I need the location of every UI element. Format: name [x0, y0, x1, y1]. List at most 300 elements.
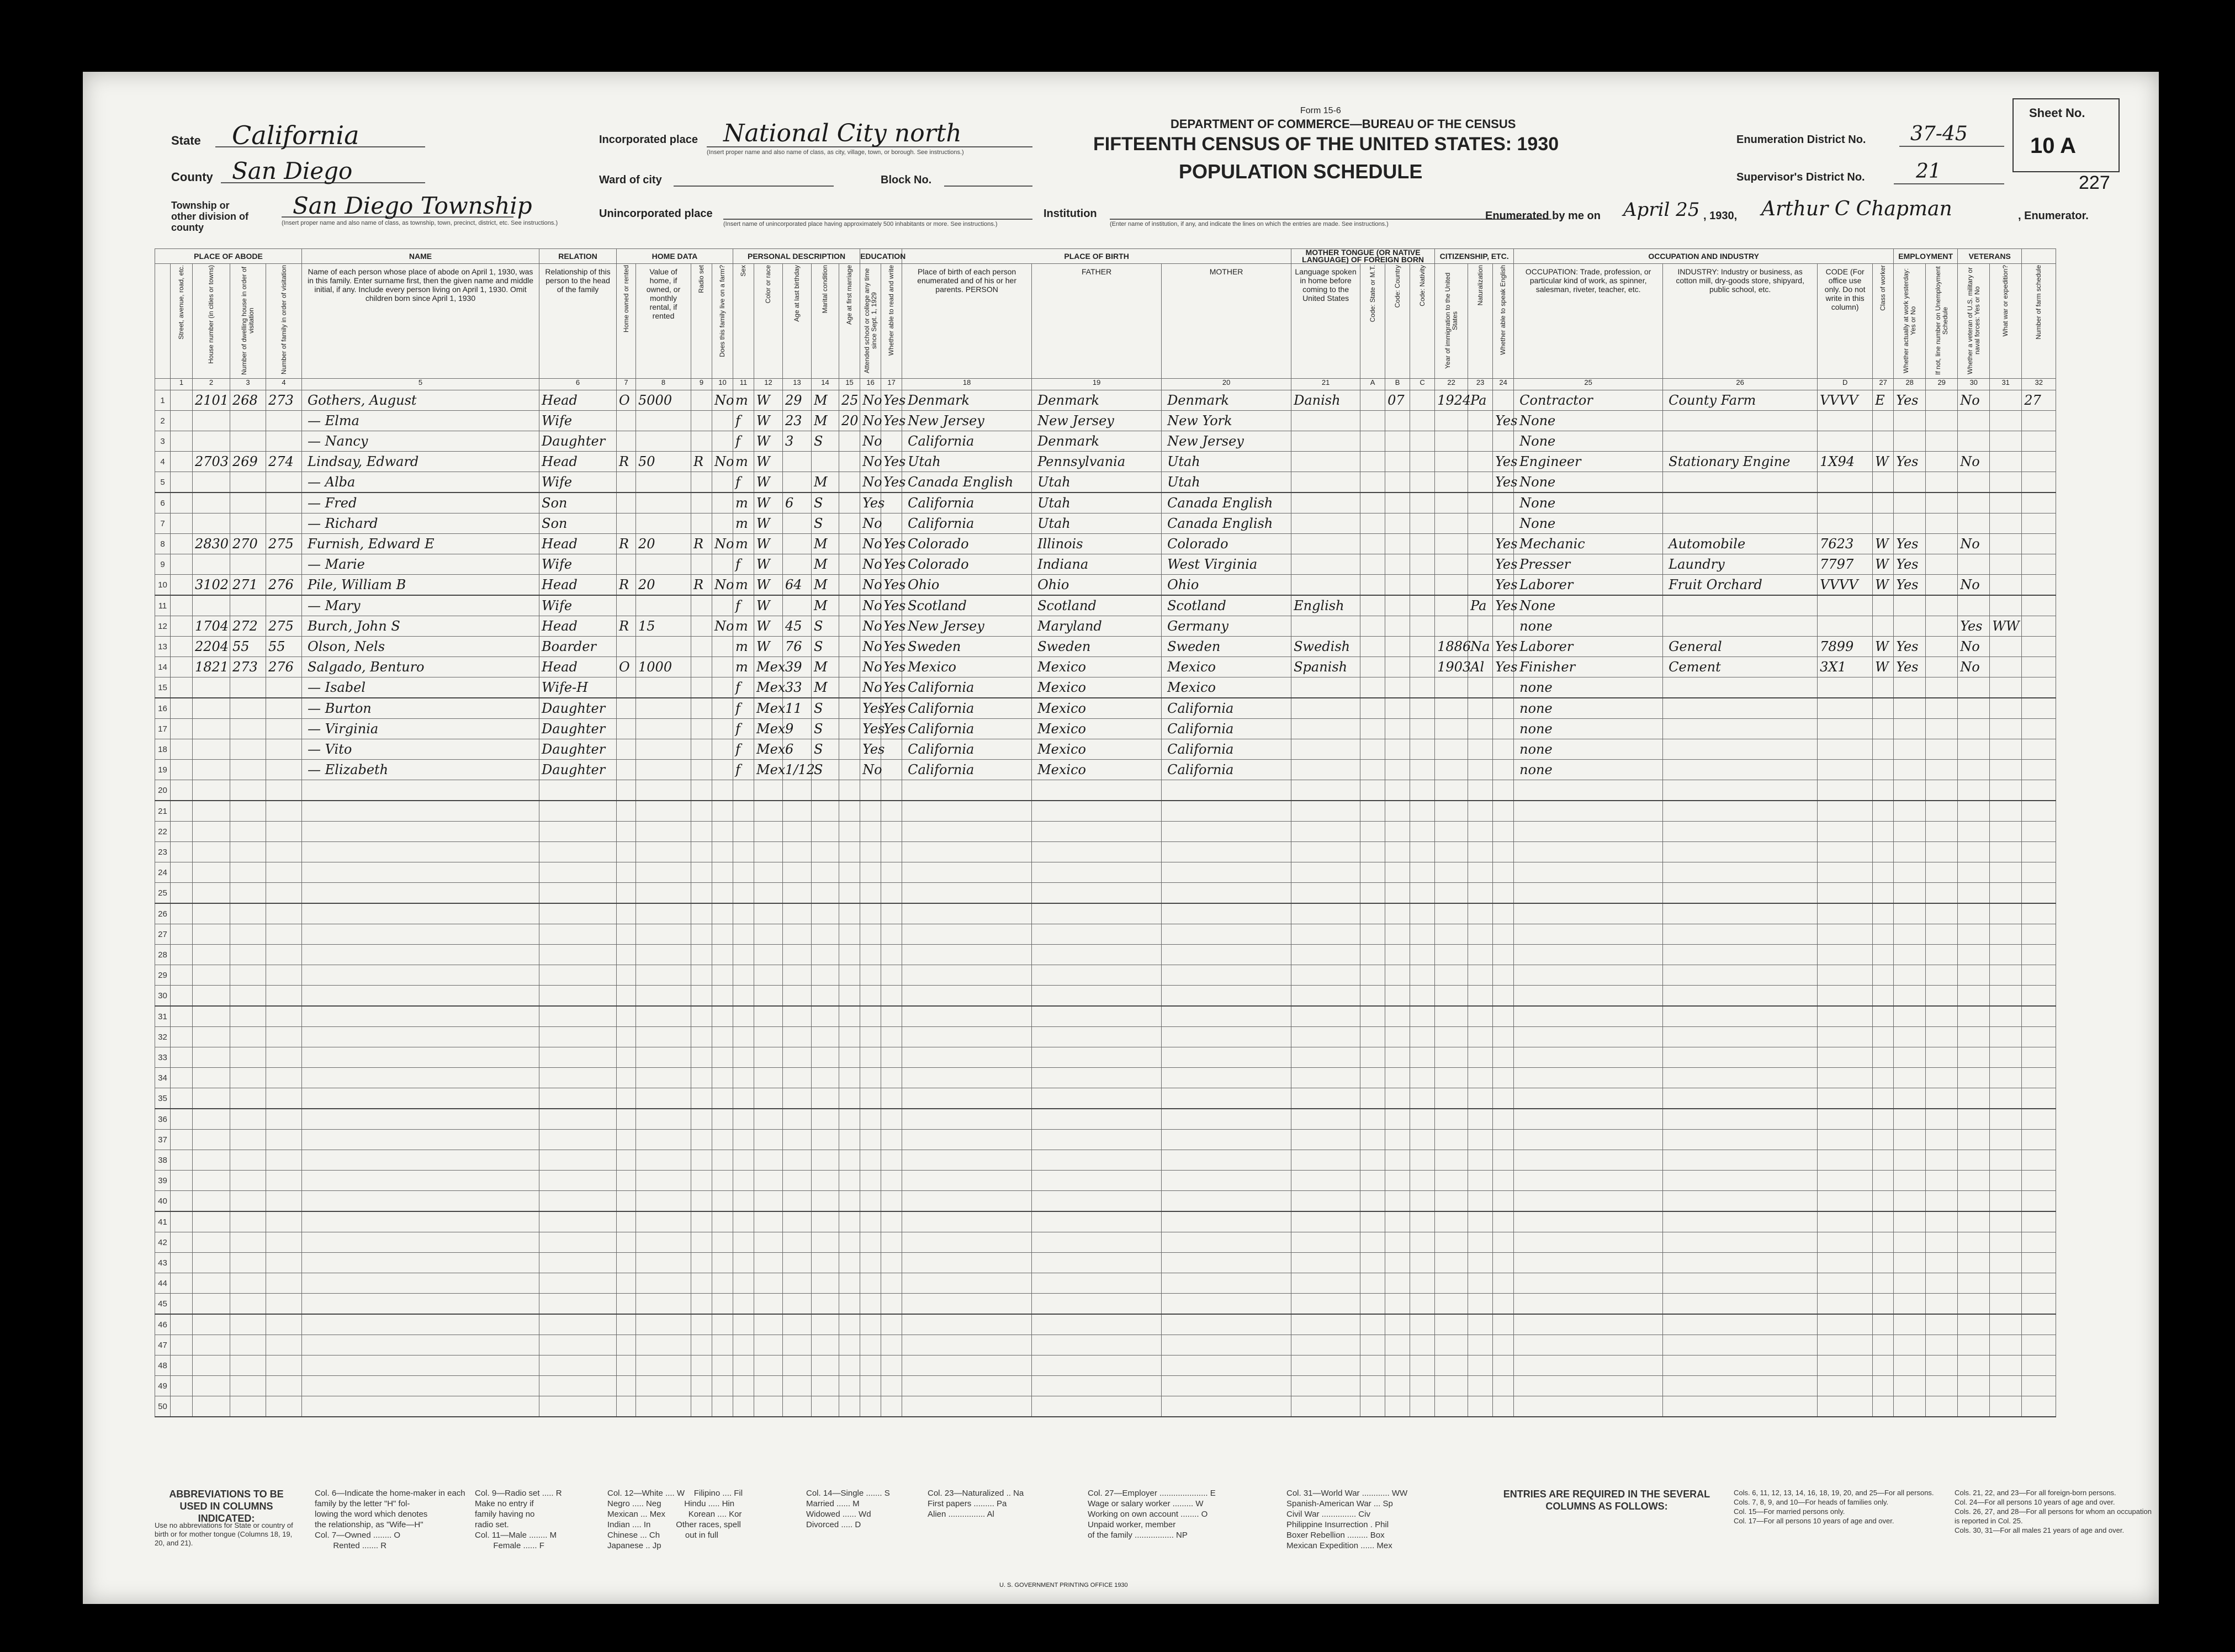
line-number: 38 [155, 1150, 171, 1171]
cell-age: 6 [783, 493, 812, 513]
cell-race [754, 1294, 783, 1315]
column-number: 29 [1926, 379, 1958, 390]
column-header [1032, 264, 1162, 379]
cell-owned [617, 1211, 636, 1232]
cell-bp-father: Mexico [1032, 677, 1162, 698]
cell-bp-person [902, 883, 1032, 904]
line-number: 27 [155, 924, 171, 945]
cell-owned [617, 822, 636, 842]
column-header-text: Language spoken in home before coming to the United States [1295, 267, 1357, 303]
cell-read [881, 1396, 902, 1417]
cell-marital [812, 801, 839, 822]
cell-immig [1435, 1068, 1468, 1088]
form-number: Form 15-6 [1300, 106, 1341, 115]
table-row [155, 1273, 2056, 1294]
cell-immig [1435, 719, 1468, 739]
cell-school [860, 986, 881, 1007]
cell-bp-father: Utah [1032, 472, 1162, 493]
cell-worker: W [1873, 554, 1894, 575]
cell-code-d [1818, 945, 1873, 965]
cell-age [783, 945, 812, 965]
column-header-text: CODE (For office use only. Do not write in this column) [1824, 267, 1866, 311]
cell-sex: m [733, 616, 754, 637]
cell-atwork [1894, 883, 1926, 904]
cell-veteran [1958, 472, 1990, 493]
cell-bp-mother [1162, 903, 1291, 924]
line-number: 5 [155, 472, 171, 493]
cell-code-a [1360, 698, 1385, 719]
cell-value [636, 472, 691, 493]
cell-relation: Head [539, 390, 617, 411]
cell-immig [1435, 1027, 1468, 1047]
cell-code-b [1385, 862, 1410, 883]
cell-code-b [1385, 657, 1410, 677]
cell-street [171, 1314, 193, 1335]
cell-race: W [754, 452, 783, 472]
cell-veteran [1958, 842, 1990, 862]
cell-farm [712, 986, 733, 1007]
cell-agemar [839, 1376, 860, 1396]
cell-value [636, 698, 691, 719]
cell-language [1291, 842, 1360, 862]
cell-code-d [1818, 1232, 1873, 1253]
cell-radio [691, 595, 712, 616]
cell-read [881, 842, 902, 862]
cell-code-d [1818, 1047, 1873, 1068]
cell-farm [712, 472, 733, 493]
cell-farmsch [2022, 862, 2056, 883]
cell-owned [617, 1294, 636, 1315]
cell-natur: Pa [1468, 390, 1493, 411]
cell-school [860, 903, 881, 924]
cell-worker [1873, 1211, 1894, 1232]
incorporated-note: (Insert proper name and also name of class, as city, village, town, or borough. See instructions.) [707, 149, 964, 156]
cell-family [266, 1253, 302, 1273]
cell-immig [1435, 760, 1468, 780]
cell-code-b [1385, 698, 1410, 719]
cell-house [193, 739, 230, 760]
cell-code-a [1360, 452, 1385, 472]
cell-street [171, 390, 193, 411]
column-number: 15 [839, 379, 860, 390]
column-header-text: Whether able to read and write [887, 265, 896, 356]
cell-age [783, 1150, 812, 1171]
cell-bp-father: Mexico [1032, 657, 1162, 677]
cell-immig [1435, 1088, 1468, 1109]
cell-school [860, 1211, 881, 1232]
cell-war [1990, 637, 2022, 657]
cell-relation [539, 1109, 617, 1130]
cell-age [783, 1232, 812, 1253]
cell-bp-father [1032, 1027, 1162, 1047]
line-number: 50 [155, 1396, 171, 1417]
cell-race [754, 1335, 783, 1356]
cell-code-c [1410, 1109, 1435, 1130]
cell-immig [1435, 1006, 1468, 1027]
cell-code-b [1385, 1396, 1410, 1417]
cell-radio [691, 760, 712, 780]
cell-immig [1435, 534, 1468, 554]
cell-immig [1435, 801, 1468, 822]
cell-sex: f [733, 472, 754, 493]
cell-radio [691, 1006, 712, 1027]
cell-language [1291, 698, 1360, 719]
cell-read [881, 1068, 902, 1088]
cell-war [1990, 1006, 2022, 1027]
cell-street [171, 1027, 193, 1047]
cell-owned [617, 1396, 636, 1417]
cell-code-b [1385, 1088, 1410, 1109]
cell-language [1291, 1396, 1360, 1417]
cell-language [1291, 1273, 1360, 1294]
column-number: 26 [1663, 379, 1818, 390]
cell-industry [1663, 719, 1818, 739]
cell-code-a [1360, 1130, 1385, 1150]
cell-worker [1873, 780, 1894, 801]
cell-radio [691, 1150, 712, 1171]
cell-dwelling [230, 780, 266, 801]
cell-age: 6 [783, 739, 812, 760]
column-number: 31 [1990, 379, 2022, 390]
cell-dwelling [230, 842, 266, 862]
cell-code-b [1385, 1273, 1410, 1294]
cell-code-c [1410, 739, 1435, 760]
column-number: 25 [1514, 379, 1663, 390]
cell-marital [812, 842, 839, 862]
cell-sex [733, 822, 754, 842]
cell-value [636, 1314, 691, 1335]
cell-immig [1435, 575, 1468, 596]
cell-english [1493, 903, 1514, 924]
cell-code-b [1385, 534, 1410, 554]
cell-sex [733, 924, 754, 945]
cell-code-c [1410, 1273, 1435, 1294]
cell-occupation [1514, 1109, 1663, 1130]
cell-natur [1468, 1232, 1493, 1253]
cell-war [1990, 945, 2022, 965]
cell-family: 274 [266, 452, 302, 472]
cell-immig [1435, 1130, 1468, 1150]
cell-marital: S [812, 431, 839, 452]
cell-bp-mother [1162, 1314, 1291, 1335]
cell-relation [539, 822, 617, 842]
cell-atwork [1894, 822, 1926, 842]
cell-code-a [1360, 986, 1385, 1007]
cell-farmsch [2022, 616, 2056, 637]
cell-natur [1468, 1150, 1493, 1171]
column-header [1162, 264, 1291, 379]
cell-read: Yes [881, 575, 902, 596]
cell-bp-mother: Ohio [1162, 575, 1291, 596]
cell-english [1493, 1027, 1514, 1047]
cell-unemp [1926, 1396, 1958, 1417]
cell-code-a [1360, 1191, 1385, 1212]
cell-value [636, 719, 691, 739]
cell-marital [812, 1088, 839, 1109]
line-number: 23 [155, 842, 171, 862]
cell-read [881, 780, 902, 801]
cell-industry [1663, 883, 1818, 904]
cell-language [1291, 986, 1360, 1007]
cell-bp-father [1032, 1335, 1162, 1356]
cell-code-a [1360, 1088, 1385, 1109]
cell-farm [712, 698, 733, 719]
cell-dwelling [230, 1068, 266, 1088]
cell-farm [712, 965, 733, 986]
cell-sex: f [733, 411, 754, 431]
cell-unemp [1926, 677, 1958, 698]
cell-dwelling: 269 [230, 452, 266, 472]
cell-worker [1873, 986, 1894, 1007]
cell-code-d [1818, 1068, 1873, 1088]
column-header [1385, 264, 1410, 379]
cell-industry [1663, 431, 1818, 452]
cell-english [1493, 1191, 1514, 1212]
cell-worker: W [1873, 534, 1894, 554]
cell-read [881, 1027, 902, 1047]
cell-read [881, 1294, 902, 1315]
cell-dwelling [230, 1294, 266, 1315]
cell-age: 9 [783, 719, 812, 739]
cell-name: Pile, William B [302, 575, 539, 596]
cell-dwelling [230, 1376, 266, 1396]
cell-bp-father: Maryland [1032, 616, 1162, 637]
cell-code-d [1818, 1150, 1873, 1171]
cell-language [1291, 616, 1360, 637]
cell-agemar [839, 1088, 860, 1109]
cell-language [1291, 1191, 1360, 1212]
cell-family [266, 1006, 302, 1027]
cell-occupation [1514, 924, 1663, 945]
cell-language [1291, 677, 1360, 698]
column-header [1663, 264, 1818, 379]
ed-label: Enumeration District No. [1736, 134, 1866, 146]
cell-dwelling: 272 [230, 616, 266, 637]
line-number: 3 [155, 431, 171, 452]
cell-house [193, 554, 230, 575]
cell-family: 276 [266, 575, 302, 596]
cell-code-b [1385, 575, 1410, 596]
cell-family [266, 411, 302, 431]
cell-war [1990, 965, 2022, 986]
cell-sex [733, 903, 754, 924]
cell-name: Olson, Nels [302, 637, 539, 657]
cell-house [193, 924, 230, 945]
cell-language [1291, 780, 1360, 801]
cell-marital [812, 1068, 839, 1088]
cell-radio [691, 903, 712, 924]
column-number: 20 [1162, 379, 1291, 390]
cell-age: 45 [783, 616, 812, 637]
cell-radio [691, 1088, 712, 1109]
cell-industry [1663, 1253, 1818, 1273]
cell-immig [1435, 1314, 1468, 1335]
cell-code-b [1385, 822, 1410, 842]
cell-marital [812, 1211, 839, 1232]
cell-sex [733, 1088, 754, 1109]
cell-code-b [1385, 616, 1410, 637]
cell-house [193, 1232, 230, 1253]
cell-occupation [1514, 1376, 1663, 1396]
cell-read [881, 822, 902, 842]
cell-bp-father [1032, 1232, 1162, 1253]
cell-war [1990, 1273, 2022, 1294]
line-number: 4 [155, 452, 171, 472]
cell-age [783, 965, 812, 986]
cell-industry [1663, 677, 1818, 698]
cell-radio: R [691, 575, 712, 596]
cell-code-a [1360, 780, 1385, 801]
cell-worker [1873, 698, 1894, 719]
cell-atwork [1894, 1253, 1926, 1273]
column-header [155, 264, 171, 379]
cell-farm [712, 637, 733, 657]
cell-house [193, 677, 230, 698]
cell-natur [1468, 1314, 1493, 1335]
cell-name: Furnish, Edward E [302, 534, 539, 554]
cell-english [1493, 390, 1514, 411]
cell-code-c [1410, 801, 1435, 822]
cell-language [1291, 1088, 1360, 1109]
cell-school [860, 1335, 881, 1356]
cell-owned: R [617, 575, 636, 596]
cell-marital: M [812, 554, 839, 575]
column-header-text: Attended school or college any time since Sept. 1, 1929 [862, 268, 878, 373]
cell-dwelling [230, 554, 266, 575]
cell-school [860, 1191, 881, 1212]
cell-read [881, 1191, 902, 1212]
cell-farmsch [2022, 1068, 2056, 1088]
cell-natur [1468, 842, 1493, 862]
cell-bp-person [902, 1191, 1032, 1212]
cell-radio [691, 1273, 712, 1294]
cell-unemp [1926, 842, 1958, 862]
cell-read [881, 1314, 902, 1335]
cell-unemp [1926, 575, 1958, 596]
cell-name: — Richard [302, 513, 539, 534]
cell-atwork [1894, 739, 1926, 760]
line-number: 30 [155, 986, 171, 1007]
cell-name [302, 1273, 539, 1294]
cell-war [1990, 903, 2022, 924]
cell-immig [1435, 472, 1468, 493]
cell-house [193, 431, 230, 452]
table-row [155, 1006, 2056, 1027]
cell-english [1493, 862, 1514, 883]
cell-agemar [839, 780, 860, 801]
cell-bp-mother [1162, 780, 1291, 801]
cell-farmsch [2022, 1356, 2056, 1376]
cell-veteran [1958, 1396, 1990, 1417]
cell-code-a [1360, 431, 1385, 452]
cell-farmsch [2022, 698, 2056, 719]
cell-language [1291, 1376, 1360, 1396]
cell-code-b [1385, 1171, 1410, 1191]
cell-code-c [1410, 903, 1435, 924]
cell-worker [1873, 1068, 1894, 1088]
cell-bp-person: Denmark [902, 390, 1032, 411]
cell-relation [539, 1027, 617, 1047]
cell-school [860, 1396, 881, 1417]
column-header-text: If not, line number on Unemployment Schedule [1934, 266, 1949, 375]
cell-farm [712, 1150, 733, 1171]
cell-farmsch: 27 [2022, 390, 2056, 411]
cell-code-d [1818, 1273, 1873, 1294]
cell-code-b [1385, 1356, 1410, 1376]
column-header [1360, 264, 1385, 379]
cell-street [171, 1191, 193, 1212]
cell-agemar [839, 903, 860, 924]
cell-language [1291, 739, 1360, 760]
cell-dwelling: 55 [230, 637, 266, 657]
cell-street [171, 1356, 193, 1376]
cell-occupation [1514, 1356, 1663, 1376]
cell-name [302, 1130, 539, 1150]
cell-worker [1873, 1130, 1894, 1150]
cell-war [1990, 677, 2022, 698]
cell-school [860, 862, 881, 883]
incorporated-value: National City north [723, 119, 962, 147]
line-number: 20 [155, 780, 171, 801]
cell-worker [1873, 1314, 1894, 1335]
cell-code-a [1360, 493, 1385, 513]
cell-family [266, 903, 302, 924]
cell-school [860, 1376, 881, 1396]
cell-name: — Marie [302, 554, 539, 575]
cell-race [754, 903, 783, 924]
cell-bp-father [1032, 1171, 1162, 1191]
cell-value [636, 1150, 691, 1171]
sd-value: 21 [1916, 160, 1941, 183]
cell-relation [539, 1130, 617, 1150]
cell-house [193, 1088, 230, 1109]
line-number: 1 [155, 390, 171, 411]
cell-race [754, 842, 783, 862]
cell-code-c [1410, 513, 1435, 534]
cell-natur [1468, 1376, 1493, 1396]
cell-relation: Daughter [539, 431, 617, 452]
cell-family [266, 1130, 302, 1150]
cell-occupation [1514, 780, 1663, 801]
state-label: State [171, 134, 201, 147]
cell-house [193, 1191, 230, 1212]
schedule-title: POPULATION SCHEDULE [1179, 160, 1423, 183]
cell-house [193, 1376, 230, 1396]
cell-language: Spanish [1291, 657, 1360, 677]
cell-marital [812, 862, 839, 883]
table-row [155, 472, 2056, 493]
cell-read: Yes [881, 657, 902, 677]
cell-owned [617, 739, 636, 760]
cell-industry [1663, 411, 1818, 431]
cell-war [1990, 842, 2022, 862]
cell-school [860, 1088, 881, 1109]
cell-farm [712, 1088, 733, 1109]
cell-race: W [754, 431, 783, 452]
cell-street [171, 1006, 193, 1027]
cell-street [171, 903, 193, 924]
cell-code-c [1410, 472, 1435, 493]
cell-english [1493, 1253, 1514, 1273]
cell-house [193, 1273, 230, 1294]
cell-family: 275 [266, 616, 302, 637]
cell-bp-father: Mexico [1032, 739, 1162, 760]
cell-code-d [1818, 1396, 1873, 1417]
cell-unemp [1926, 1027, 1958, 1047]
cell-unemp [1926, 1068, 1958, 1088]
township-note: (Insert proper name and also name of class, as township, town, precinct, district, etc. See instructions.) [282, 220, 558, 226]
column-header [2022, 264, 2056, 379]
